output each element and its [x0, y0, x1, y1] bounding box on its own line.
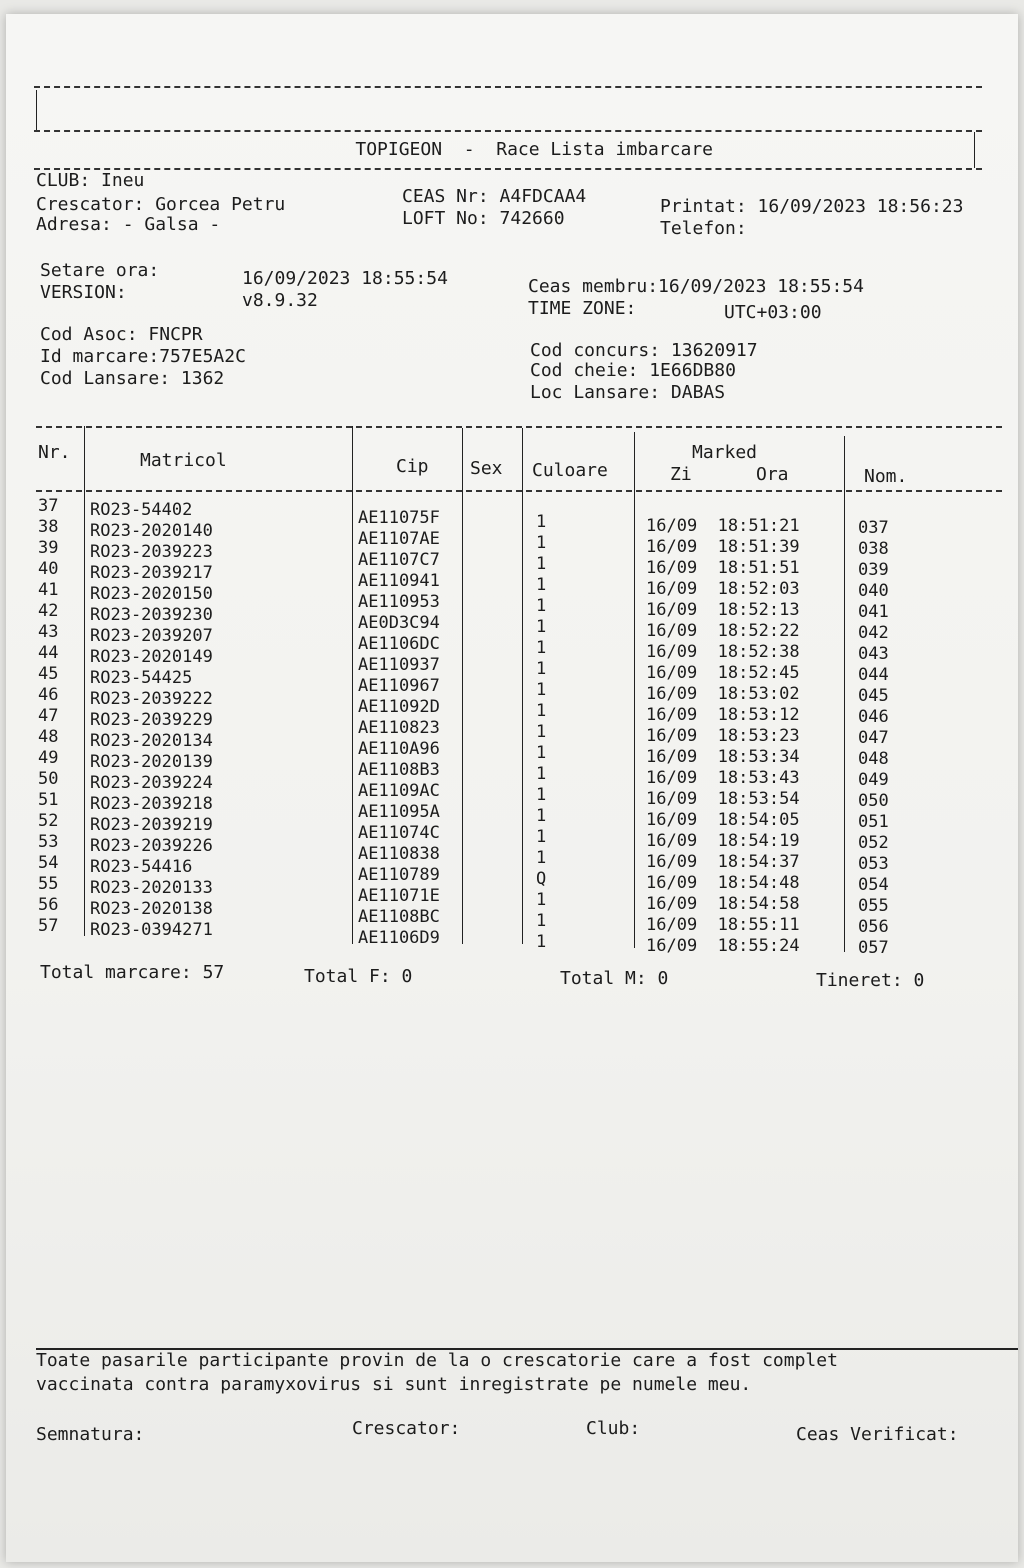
- cell-time: 18:52:03: [717, 579, 800, 599]
- cell-day: 16/09: [646, 894, 698, 914]
- cell-cip: AE11092D: [358, 697, 440, 717]
- header-top-rule: [34, 86, 982, 88]
- cell-matricol: RO23-2020140: [90, 521, 213, 541]
- cell-nr: 50: [38, 769, 59, 789]
- cell-day: 16/09: [646, 705, 698, 725]
- marking-id-value: 757E5A2C: [159, 346, 246, 367]
- club-label: CLUB:: [36, 170, 91, 191]
- cell-cip: AE11095A: [358, 802, 440, 822]
- header-nr: Nr.: [38, 442, 71, 463]
- cell-matricol: RO23-54425: [90, 668, 193, 688]
- cell-nr: 56: [38, 895, 59, 915]
- cell-time: 18:53:12: [717, 705, 800, 725]
- cell-nr: 39: [38, 538, 59, 558]
- cell-matricol: RO23-2020150: [90, 584, 213, 604]
- member-clock-line: [528, 276, 864, 297]
- cell-culoare: 1: [536, 638, 547, 658]
- cell-cip: AE110823: [358, 718, 440, 738]
- release-code-value: 1362: [180, 368, 225, 389]
- assoc-line: [40, 324, 203, 345]
- total-m-label: Total M:: [560, 968, 647, 989]
- table-header-rule: [36, 490, 1002, 492]
- cell-nom: 041: [858, 602, 889, 622]
- loft-line: [402, 208, 565, 229]
- cell-nr: 44: [38, 643, 59, 663]
- cell-matricol: RO23-2039226: [90, 836, 213, 856]
- cell-culoare: 1: [536, 722, 547, 742]
- cell-nr: 46: [38, 685, 59, 705]
- cell-culoare: Q: [536, 869, 547, 889]
- cell-marked: [646, 726, 800, 747]
- cell-matricol: RO23-2020138: [90, 899, 213, 919]
- cell-nom: 049: [858, 770, 889, 790]
- phone-line: [660, 218, 747, 239]
- cell-marked: [646, 600, 800, 621]
- cell-time: 18:53:02: [717, 684, 800, 704]
- cell-day: 16/09: [646, 831, 698, 851]
- column-marked: [646, 516, 800, 957]
- cell-nr: 43: [38, 622, 59, 642]
- header-left-edge: [36, 90, 37, 130]
- total-marked: [40, 962, 224, 983]
- cell-time: 18:54:37: [717, 852, 800, 872]
- cell-time: 18:52:45: [717, 663, 800, 683]
- cell-nom: 046: [858, 707, 889, 727]
- cell-nr: 47: [38, 706, 59, 726]
- key-code-value: 1E66DB80: [649, 360, 736, 381]
- clock-line: [402, 186, 586, 207]
- cell-day: 16/09: [646, 936, 698, 956]
- marking-id-line: [40, 346, 246, 367]
- cell-cip: AE1108BC: [358, 907, 440, 927]
- cell-day: 16/09: [646, 684, 698, 704]
- cell-day: 16/09: [646, 600, 698, 620]
- cell-marked: [646, 747, 800, 768]
- club-line: [36, 170, 144, 191]
- total-m: [560, 968, 668, 989]
- key-code-label: Cod cheie:: [530, 360, 639, 381]
- col-divider-5: [634, 432, 635, 948]
- address-line: [36, 214, 220, 235]
- clock-value: A4FDCAA4: [499, 186, 587, 207]
- column-nom: [858, 518, 889, 959]
- cell-time: 18:53:34: [717, 747, 800, 767]
- cell-nom: 044: [858, 665, 889, 685]
- header-marked: Marked: [692, 442, 758, 463]
- cell-nom: 054: [858, 875, 889, 895]
- cell-day: 16/09: [646, 558, 698, 578]
- cell-cip: AE0D3C94: [358, 613, 440, 633]
- cell-time: 18:51:51: [717, 558, 800, 578]
- report-name: Race Lista imbarcare: [496, 139, 713, 160]
- release-code-label: Cod Lansare:: [40, 368, 171, 389]
- breeder-value: Gorcea Petru: [155, 194, 286, 215]
- header-culoare: Culoare: [532, 460, 608, 481]
- cell-culoare: 1: [536, 848, 547, 868]
- header-zi: Zi: [670, 464, 692, 485]
- cell-nom: 055: [858, 896, 889, 916]
- set-time-value: 16/09/2023 18:55:54: [242, 268, 448, 289]
- header-matricol: Matricol: [140, 450, 227, 471]
- timezone-value: UTC+03:00: [724, 302, 822, 323]
- timezone-label: TIME ZONE:: [528, 298, 637, 319]
- cell-matricol: RO23-2039224: [90, 773, 213, 793]
- total-youth-value: 0: [913, 970, 925, 991]
- declaration-line-2: vaccinata contra paramyxovirus si sunt inregistrate pe numele meu.: [36, 1374, 752, 1395]
- total-youth-label: Tineret:: [816, 970, 903, 991]
- cell-time: 18:51:21: [717, 516, 800, 536]
- cell-culoare: 1: [536, 827, 547, 847]
- cell-cip: AE1106DC: [358, 634, 440, 654]
- cell-matricol: RO23-2039229: [90, 710, 213, 730]
- total-youth: [816, 970, 924, 991]
- cell-time: 18:53:43: [717, 768, 800, 788]
- key-code-line: [530, 360, 736, 381]
- cell-marked: [646, 516, 800, 537]
- cell-time: 18:54:48: [717, 873, 800, 893]
- cell-marked: [646, 915, 800, 936]
- cell-nom: 043: [858, 644, 889, 664]
- cell-culoare: 1: [536, 743, 547, 763]
- release-place-line: [530, 382, 725, 403]
- cell-time: 18:52:22: [717, 621, 800, 641]
- cell-nr: 52: [38, 811, 59, 831]
- cell-day: 16/09: [646, 537, 698, 557]
- header-cip: Cip: [396, 456, 429, 477]
- assoc-label: Cod Asoc:: [40, 324, 138, 345]
- loft-label: LOFT No:: [402, 208, 489, 229]
- cell-nr: 38: [38, 517, 59, 537]
- cell-time: 18:53:54: [717, 789, 800, 809]
- cell-culoare: 1: [536, 701, 547, 721]
- cell-time: 18:52:13: [717, 600, 800, 620]
- col-divider-3: [462, 428, 463, 944]
- column-nr: [38, 496, 58, 937]
- cell-time: 18:55:11: [717, 915, 800, 935]
- cell-matricol: RO23-0394271: [90, 920, 213, 940]
- cell-day: 16/09: [646, 810, 698, 830]
- cell-marked: [646, 873, 800, 894]
- cell-culoare: 1: [536, 617, 547, 637]
- release-place-label: Loc Lansare:: [530, 382, 661, 403]
- address-value: - Galsa -: [122, 214, 221, 235]
- cell-marked: [646, 642, 800, 663]
- cell-marked: [646, 537, 800, 558]
- column-matricol: [90, 500, 213, 941]
- printed-label: Printat:: [660, 196, 747, 217]
- cell-matricol: RO23-2020139: [90, 752, 213, 772]
- cell-matricol: RO23-2039218: [90, 794, 213, 814]
- cell-nr: 40: [38, 559, 59, 579]
- cell-time: 18:53:23: [717, 726, 800, 746]
- cell-matricol: RO23-2039219: [90, 815, 213, 835]
- cell-day: 16/09: [646, 747, 698, 767]
- cell-marked: [646, 663, 800, 684]
- version-value: v8.9.32: [242, 290, 318, 311]
- release-code-line: [40, 368, 224, 389]
- cell-time: 18:54:05: [717, 810, 800, 830]
- cell-cip: AE110789: [358, 865, 440, 885]
- cell-cip: AE110838: [358, 844, 440, 864]
- column-cip: [358, 508, 440, 949]
- cell-marked: [646, 852, 800, 873]
- cell-day: 16/09: [646, 621, 698, 641]
- cell-culoare: 1: [536, 680, 547, 700]
- cell-marked: [646, 894, 800, 915]
- cell-nom: 047: [858, 728, 889, 748]
- total-m-value: 0: [657, 968, 669, 989]
- version-label: VERSION:: [40, 282, 127, 303]
- signature-label: Semnatura:: [36, 1424, 145, 1445]
- brand-name: TOPIGEON: [355, 139, 443, 160]
- cell-day: 16/09: [646, 852, 698, 872]
- cell-nr: 57: [38, 916, 59, 936]
- cell-cip: AE110967: [358, 676, 440, 696]
- contest-code-line: [530, 340, 758, 361]
- total-f-label: Total F:: [304, 966, 391, 987]
- declaration-line-1: Toate pasarile participante provin de la o crescatorie care a fost complet: [36, 1350, 838, 1371]
- cell-time: 18:55:24: [717, 936, 800, 956]
- cell-nr: 54: [38, 853, 59, 873]
- cell-day: 16/09: [646, 768, 698, 788]
- total-f-value: 0: [401, 966, 413, 987]
- print-sheet: [6, 14, 1018, 1562]
- cell-cip: AE110937: [358, 655, 440, 675]
- cell-nom: 037: [858, 518, 889, 538]
- assoc-value: FNCPR: [148, 324, 203, 345]
- cell-day: 16/09: [646, 726, 698, 746]
- cell-cip: AE11075F: [358, 508, 440, 528]
- cell-marked: [646, 558, 800, 579]
- total-marked-label: Total marcare:: [40, 962, 192, 983]
- set-time-label: Setare ora:: [40, 260, 160, 281]
- club-sign-label: Club:: [586, 1418, 641, 1439]
- cell-nom: 048: [858, 749, 889, 769]
- release-place-value: DABAS: [670, 382, 726, 403]
- cell-nom: 050: [858, 791, 889, 811]
- cell-cip: AE1106D9: [358, 928, 440, 948]
- contest-code-value: 13620917: [670, 340, 758, 361]
- cell-culoare: 1: [536, 659, 547, 679]
- cell-marked: [646, 705, 800, 726]
- cell-marked: [646, 789, 800, 810]
- cell-marked: [646, 621, 800, 642]
- header-ora: Ora: [756, 464, 789, 485]
- member-clock-value: 16/09/2023 18:55:54: [658, 276, 864, 297]
- cell-day: 16/09: [646, 579, 698, 599]
- cell-marked: [646, 684, 800, 705]
- cell-cip: AE110953: [358, 592, 440, 612]
- cell-time: 18:54:19: [717, 831, 800, 851]
- cell-day: 16/09: [646, 516, 698, 536]
- cell-nom: 045: [858, 686, 889, 706]
- breeder-line: [36, 194, 285, 215]
- breeder-label: Crescator:: [36, 194, 145, 215]
- cell-cip: AE110A96: [358, 739, 440, 759]
- contest-code-label: Cod concurs:: [530, 340, 661, 361]
- cell-culoare: 1: [536, 785, 547, 805]
- cell-nom: 040: [858, 581, 889, 601]
- cell-matricol: RO23-2039223: [90, 542, 213, 562]
- col-divider-1: [84, 426, 85, 936]
- cell-culoare: 1: [536, 764, 547, 784]
- cell-cip: AE11074C: [358, 823, 440, 843]
- column-culoare: [536, 512, 546, 953]
- marking-id-label: Id marcare:: [40, 346, 160, 367]
- cell-nr: 51: [38, 790, 59, 810]
- cell-nr: 49: [38, 748, 59, 768]
- cell-cip: AE11071E: [358, 886, 440, 906]
- cell-day: 16/09: [646, 915, 698, 935]
- cell-culoare: 1: [536, 596, 547, 616]
- cell-marked: [646, 936, 800, 957]
- cell-nr: 48: [38, 727, 59, 747]
- cell-culoare: 1: [536, 932, 547, 952]
- cell-nr: 37: [38, 496, 59, 516]
- cell-cip: AE1108B3: [358, 760, 440, 780]
- header-nom: Nom.: [864, 466, 908, 487]
- cell-culoare: 1: [536, 806, 547, 826]
- cell-nr: 42: [38, 601, 59, 621]
- cell-matricol: RO23-2020149: [90, 647, 213, 667]
- printed-line: [660, 196, 963, 217]
- cell-matricol: RO23-2020133: [90, 878, 213, 898]
- cell-culoare: 1: [536, 575, 547, 595]
- cell-cip: AE1107C7: [358, 550, 440, 570]
- cell-time: 18:51:39: [717, 537, 800, 557]
- cell-matricol: RO23-2039230: [90, 605, 213, 625]
- cell-nom: 052: [858, 833, 889, 853]
- cell-nom: 053: [858, 854, 889, 874]
- header-sex: Sex: [470, 458, 503, 479]
- total-marked-value: 57: [202, 962, 225, 983]
- cell-marked: [646, 831, 800, 852]
- cell-time: 18:52:38: [717, 642, 800, 662]
- cell-nr: 55: [38, 874, 59, 894]
- club-value: Ineu: [101, 170, 145, 191]
- cell-culoare: 1: [536, 890, 547, 910]
- member-clock-label: Ceas membru:: [528, 276, 659, 297]
- cell-matricol: RO23-2020134: [90, 731, 213, 751]
- printed-value: 16/09/2023 18:56:23: [757, 196, 964, 217]
- cell-nom: 051: [858, 812, 889, 832]
- cell-nom: 057: [858, 938, 889, 958]
- cell-day: 16/09: [646, 789, 698, 809]
- col-divider-6: [844, 436, 845, 952]
- cell-marked: [646, 579, 800, 600]
- cell-matricol: RO23-54402: [90, 500, 193, 520]
- cell-cip: AE1109AC: [358, 781, 440, 801]
- cell-matricol: RO23-2039207: [90, 626, 213, 646]
- phone-label: Telefon:: [660, 218, 747, 239]
- cell-marked: [646, 810, 800, 831]
- cell-day: 16/09: [646, 663, 698, 683]
- total-f: [304, 966, 412, 987]
- cell-matricol: RO23-54416: [90, 857, 193, 877]
- report-title: TOPIGEON - Race Lista imbarcare: [355, 139, 713, 160]
- address-label: Adresa:: [36, 214, 112, 235]
- cell-culoare: 1: [536, 554, 547, 574]
- table-top-rule: [36, 426, 1002, 428]
- cell-nr: 53: [38, 832, 59, 852]
- cell-nom: 042: [858, 623, 889, 643]
- cell-culoare: 1: [536, 533, 547, 553]
- cell-nom: 039: [858, 560, 889, 580]
- clock-checked-label: Ceas Verificat:: [796, 1424, 959, 1445]
- col-divider-4: [522, 428, 523, 944]
- cell-nr: 45: [38, 664, 59, 684]
- cell-day: 16/09: [646, 873, 698, 893]
- cell-matricol: RO23-2039222: [90, 689, 213, 709]
- cell-nr: 41: [38, 580, 59, 600]
- cell-matricol: RO23-2039217: [90, 563, 213, 583]
- cell-nom: 056: [858, 917, 889, 937]
- col-divider-2: [352, 426, 353, 944]
- clock-label: CEAS Nr:: [402, 186, 489, 207]
- header-right-edge: [974, 132, 975, 168]
- cell-marked: [646, 768, 800, 789]
- breeder-sign-label: Crescator:: [352, 1418, 461, 1439]
- cell-cip: AE110941: [358, 571, 440, 591]
- cell-cip: AE1107AE: [358, 529, 440, 549]
- cell-day: 16/09: [646, 642, 698, 662]
- cell-culoare: 1: [536, 911, 547, 931]
- loft-value: 742660: [499, 208, 565, 229]
- cell-culoare: 1: [536, 512, 547, 532]
- cell-nom: 038: [858, 539, 889, 559]
- cell-time: 18:54:58: [717, 894, 800, 914]
